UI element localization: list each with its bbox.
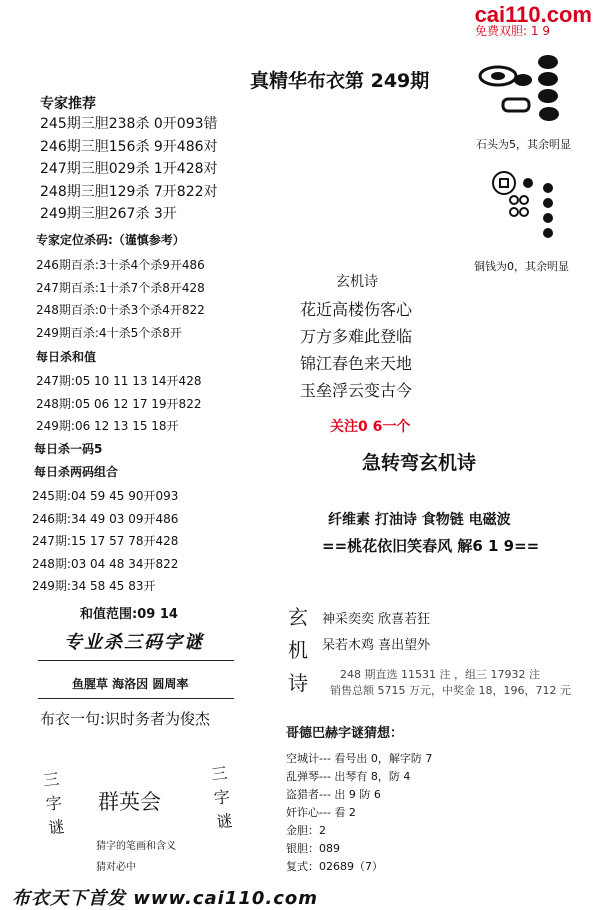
divider — [38, 660, 234, 661]
list-item: 销售总额 5715 万元，中奖金 18，196，712 元 — [330, 684, 571, 697]
kill-two-list — [32, 485, 178, 598]
sales-info — [330, 667, 571, 699]
list-item: 神采奕奕 欣喜若狂 — [322, 612, 431, 627]
riddle-words: 鱼腥草 海洛因 圆周率 — [72, 677, 189, 691]
sum-kill-heading: 每日杀和值 — [36, 350, 97, 364]
peach-line: ==桃花依旧笑春风 解6 1 9== — [322, 537, 540, 555]
list-item: 猜字的笔画和含义 — [96, 841, 176, 852]
position-kill-heading: 专家定位杀码:（谨慎参考） — [36, 233, 185, 247]
list-item: 246期百杀:3十杀4个杀9开486 — [36, 258, 205, 272]
list-item: 246期三胆156杀 9开486对 — [40, 138, 218, 155]
list-item: 249期三胆267杀 3开 — [40, 206, 177, 223]
stone-riddle-icon — [478, 52, 568, 128]
list-item: 249期:06 12 13 15 18开 — [36, 419, 179, 434]
list-item: 247期:15 17 57 78开428 — [32, 534, 179, 549]
poem-line: 花近高楼伤客心 — [300, 300, 413, 319]
xuanji-vertical-label: 玄机诗 — [288, 605, 308, 695]
three-char-riddle-left: 三字谜 — [42, 769, 66, 838]
buyi-line: 布衣一句:识时务者为俊杰 — [40, 710, 211, 728]
stone-caption: 石头为5，其余明显 — [476, 138, 571, 151]
list-item: 247期百杀:1十杀7个杀8开428 — [36, 280, 205, 295]
list-item: 复式：02689（7） — [286, 860, 383, 873]
list-item: 乱弹琴--- 出琴有 8，防 4 — [286, 770, 411, 783]
expert-list — [40, 113, 218, 226]
fiber-line: 纤维素 打油诗 食物链 电磁波 — [328, 512, 511, 528]
coin-caption: 铜钱为0，其余明显 — [474, 260, 569, 273]
divider — [38, 698, 234, 699]
list-item: 245期:04 59 45 90开093 — [32, 489, 179, 503]
list-item: 249期:34 58 45 83开 — [32, 579, 156, 594]
guess-tips — [96, 836, 176, 878]
list-item: 247期三胆029杀 1开428对 — [40, 161, 218, 178]
xuanji-lines — [322, 607, 430, 659]
list-item: 249期百杀:4十杀5个杀8开 — [36, 325, 182, 340]
poem-line: 玉垒浮云变古今 — [300, 381, 413, 400]
position-kill-list — [36, 254, 205, 344]
list-item: 245期三胆238杀 0开093错 — [40, 116, 218, 132]
list-item: 猜对必中 — [96, 862, 136, 873]
list-item: 奸诈心--- 看 2 — [286, 806, 356, 819]
goedel-heading: 哥德巴赫字谜猜想： — [286, 726, 404, 741]
brain-teaser-title: 急转弯玄机诗 — [362, 452, 477, 474]
poem-line: 锦江春色来天地 — [300, 354, 413, 373]
list-item: 248期:05 06 12 17 19开822 — [36, 396, 202, 411]
brand-free-tip: 免费双胆: 1 9 — [475, 24, 550, 38]
riddle-title: 专业杀三码字谜 — [64, 632, 204, 653]
page-title: 真精华布衣第 249期 — [250, 70, 430, 92]
brand-site-name: cai110.com — [474, 2, 592, 27]
poem-heading: 玄机诗 — [336, 274, 378, 290]
kill-one-heading: 每日杀一码5 — [34, 442, 103, 456]
list-item: 246期:34 49 03 09开486 — [32, 511, 179, 526]
list-item: 247期:05 10 11 13 14开428 — [36, 374, 202, 388]
copper-coin-riddle-icon — [490, 170, 562, 242]
follow-note: 关注0 6一个 — [330, 419, 411, 435]
group-name: 群英会 — [98, 790, 161, 814]
poem-lines — [300, 296, 412, 404]
sum-range: 和值范围:09 14 — [80, 607, 178, 622]
list-item: 银胆：089 — [286, 842, 340, 855]
list-item: 空城计--- 看号出 0，解字防 7 — [286, 752, 433, 765]
expert-heading: 专家推荐 — [40, 96, 96, 112]
sum-kill-list — [36, 370, 201, 438]
kill-two-heading: 每日杀两码组合 — [34, 465, 119, 479]
list-item: 呆若木鸡 喜出望外 — [322, 638, 431, 653]
three-char-riddle-right: 三字谜 — [210, 763, 234, 832]
goedel-list — [286, 750, 432, 876]
list-item: 248期百杀:0十杀3个杀4开822 — [36, 303, 205, 318]
list-item: 248期:03 04 48 34开822 — [32, 556, 179, 571]
poem-line: 万方多难此登临 — [300, 327, 413, 346]
list-item: 248期三胆129杀 7开822对 — [40, 183, 218, 200]
list-item: 248 期直选 11531 注 ，组三 17932 注 — [340, 668, 540, 681]
list-item: 金胆：2 — [286, 824, 326, 837]
list-item: 盗猎者--- 出 9 防 6 — [286, 788, 381, 801]
brand-logo — [452, 0, 600, 40]
footer-banner: 布衣天下首发 www.cai110.com — [12, 888, 319, 909]
